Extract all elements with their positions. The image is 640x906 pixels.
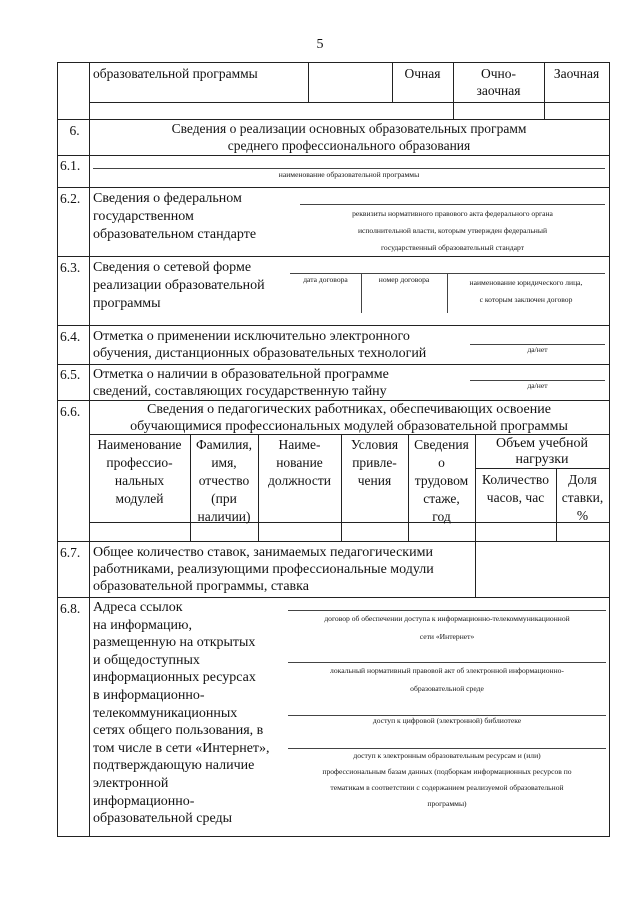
- table-left-border: [57, 62, 58, 837]
- caption-electronic-resources: [288, 748, 606, 812]
- links-label-line: информационно-: [93, 793, 195, 809]
- item-label-line: программы: [93, 296, 161, 311]
- caption-line: государственный образовательный стандарт: [380, 243, 525, 252]
- row-border: [57, 325, 610, 326]
- caption-yes-no: да/нет: [527, 381, 548, 390]
- section-title: [89, 120, 609, 154]
- section-title-line: обучающимися профессиональных модулей образовательной программы: [130, 419, 568, 434]
- links-label-line: Адреса ссылок: [93, 600, 183, 615]
- links-label-line: подтверждающую наличие: [93, 758, 255, 774]
- caption-line: реквизиты нормативного правового акта федерального органа: [352, 209, 553, 218]
- item-label-line: Сведения о сетевой форме: [93, 260, 252, 275]
- item-number: 6.1.: [60, 158, 81, 173]
- row-border: [57, 187, 610, 188]
- col-load: Объем учебной нагрузки: [495, 436, 589, 467]
- item-label-line: Сведения о федеральном: [93, 191, 242, 206]
- item-label: [93, 544, 473, 595]
- links-label: [93, 599, 293, 828]
- col-share: Доля ставки, %: [561, 472, 604, 523]
- item-label: [93, 259, 293, 313]
- col-position: Наиме- нование должности: [268, 437, 331, 488]
- item-label-line: обучения, дистанционных образовательных технологий: [93, 346, 427, 361]
- form-part-time: Очно- заочная: [476, 66, 521, 98]
- item-label-line: образовательной программы, ставка: [93, 579, 309, 594]
- links-label-line: электронной: [93, 775, 169, 791]
- links-label-line: телекоммуникационных: [93, 705, 238, 721]
- program-label: образовательной программы: [93, 66, 258, 81]
- links-label-line: в информационно-: [93, 687, 205, 703]
- item-label: [93, 190, 323, 244]
- section-title-line: Сведения о реализации основных образовательных программ: [171, 121, 527, 136]
- form-full-time: Очная: [404, 66, 441, 81]
- item-label: [93, 366, 473, 400]
- caption-line: программы): [427, 799, 467, 808]
- item-number: 6.6.: [60, 404, 81, 419]
- links-label-line: информационных ресурсах: [93, 670, 256, 686]
- section-title-line: среднего профессионального образования: [227, 138, 471, 153]
- caption-standard: [300, 205, 605, 256]
- item-number: 6.8.: [60, 601, 81, 616]
- links-label-line: сетях общего пользования, в: [93, 723, 264, 739]
- caption-line: с которым заключен договор: [479, 295, 573, 304]
- caption-line: доступ к электронным образовательным ресурсам и (или): [353, 751, 541, 760]
- caption-legal-entity: [447, 274, 605, 308]
- staff-section-title: [89, 401, 609, 435]
- caption-yes-no: да/нет: [527, 345, 548, 354]
- col-conditions: Условия привле- чения: [350, 437, 399, 488]
- item-number: 6.7.: [60, 545, 81, 560]
- row-border: [57, 62, 610, 63]
- links-label-line: том числе в сети «Интернет»,: [93, 740, 270, 756]
- caption-line: тематикам в соответствии с содержанием реализуемой образовательной: [330, 783, 564, 792]
- staff-table-top: [89, 434, 609, 435]
- item-label-line: реализации образовательной: [93, 278, 265, 293]
- links-label-line: на информацию,: [93, 617, 192, 633]
- col-fio: Фамилия, имя, отчество (при наличии): [196, 437, 252, 524]
- item-label-line: Отметка о применении исключительно электронного: [93, 329, 410, 344]
- row-border: [57, 364, 610, 365]
- caption-line: локальный нормативный правовой акт об электронной информационно-: [330, 666, 564, 675]
- form-extramural: Заочная: [553, 66, 600, 81]
- row-border: [57, 836, 610, 837]
- item-label-line: образовательном стандарте: [93, 227, 257, 242]
- staff-table-row: [89, 522, 609, 523]
- caption-line: профессиональным базам данных (подборкам информационных ресурсов по: [322, 767, 572, 776]
- col-experience: Сведения о трудовом стаже, год: [414, 437, 469, 524]
- links-label-line: образовательной среды: [93, 811, 233, 827]
- cell-border: [308, 62, 309, 102]
- caption-line: договор об обеспечении доступа к информационно-телекоммуникационной: [324, 614, 570, 623]
- staff-subheader-border: [475, 468, 609, 469]
- row-border: [57, 256, 610, 257]
- section-number: 6.: [69, 123, 80, 138]
- caption-line: сети «Интернет»: [419, 632, 475, 641]
- row-border: [57, 155, 610, 156]
- item-label-line: работниками, реализующими профессиональные модули: [93, 562, 434, 577]
- section-title-line: Сведения о педагогических работниках, обеспечивающих освоение: [147, 402, 551, 417]
- item-number: 6.3.: [60, 260, 81, 275]
- table-right-border: [609, 62, 610, 837]
- caption-program-name: наименование образовательной программы: [278, 170, 420, 179]
- cell-border: [89, 102, 609, 103]
- caption-local-act: [288, 662, 606, 698]
- row-border: [57, 597, 610, 598]
- item-label-line: сведений, составляющих государственную тайну: [93, 384, 387, 399]
- item-label: [93, 328, 473, 362]
- caption-internet-contract: [288, 610, 606, 646]
- links-label-line: размещенную на открытых: [93, 635, 256, 651]
- item-label-line: Общее количество ставок, занимаемых педагогическими: [93, 545, 433, 560]
- links-label-line: и общедоступных: [93, 652, 200, 668]
- cell-border: [475, 541, 476, 597]
- item-number: 6.4.: [60, 329, 81, 344]
- row-border: [57, 541, 610, 542]
- caption-line: наименование юридического лица,: [469, 278, 583, 287]
- item-label-line: государственном: [93, 209, 194, 224]
- page-number: 5: [316, 37, 324, 52]
- caption-contract-date: дата договора: [303, 275, 348, 284]
- caption-digital-library: доступ к цифровой (электронной) библиотеке: [372, 716, 522, 725]
- item-number: 6.2.: [60, 191, 81, 206]
- caption-line: образовательной среде: [410, 684, 484, 693]
- col-hours: Количество часов, час: [482, 472, 549, 505]
- item-label-line: Отметка о наличии в образовательной программе: [93, 367, 389, 382]
- caption-line: исполнительной власти, которым утвержден федеральный: [357, 226, 548, 235]
- caption-contract-number: номер договора: [378, 275, 430, 284]
- item-number: 6.5.: [60, 367, 81, 382]
- col-module: Наименование профессио- нальных модулей: [97, 437, 182, 506]
